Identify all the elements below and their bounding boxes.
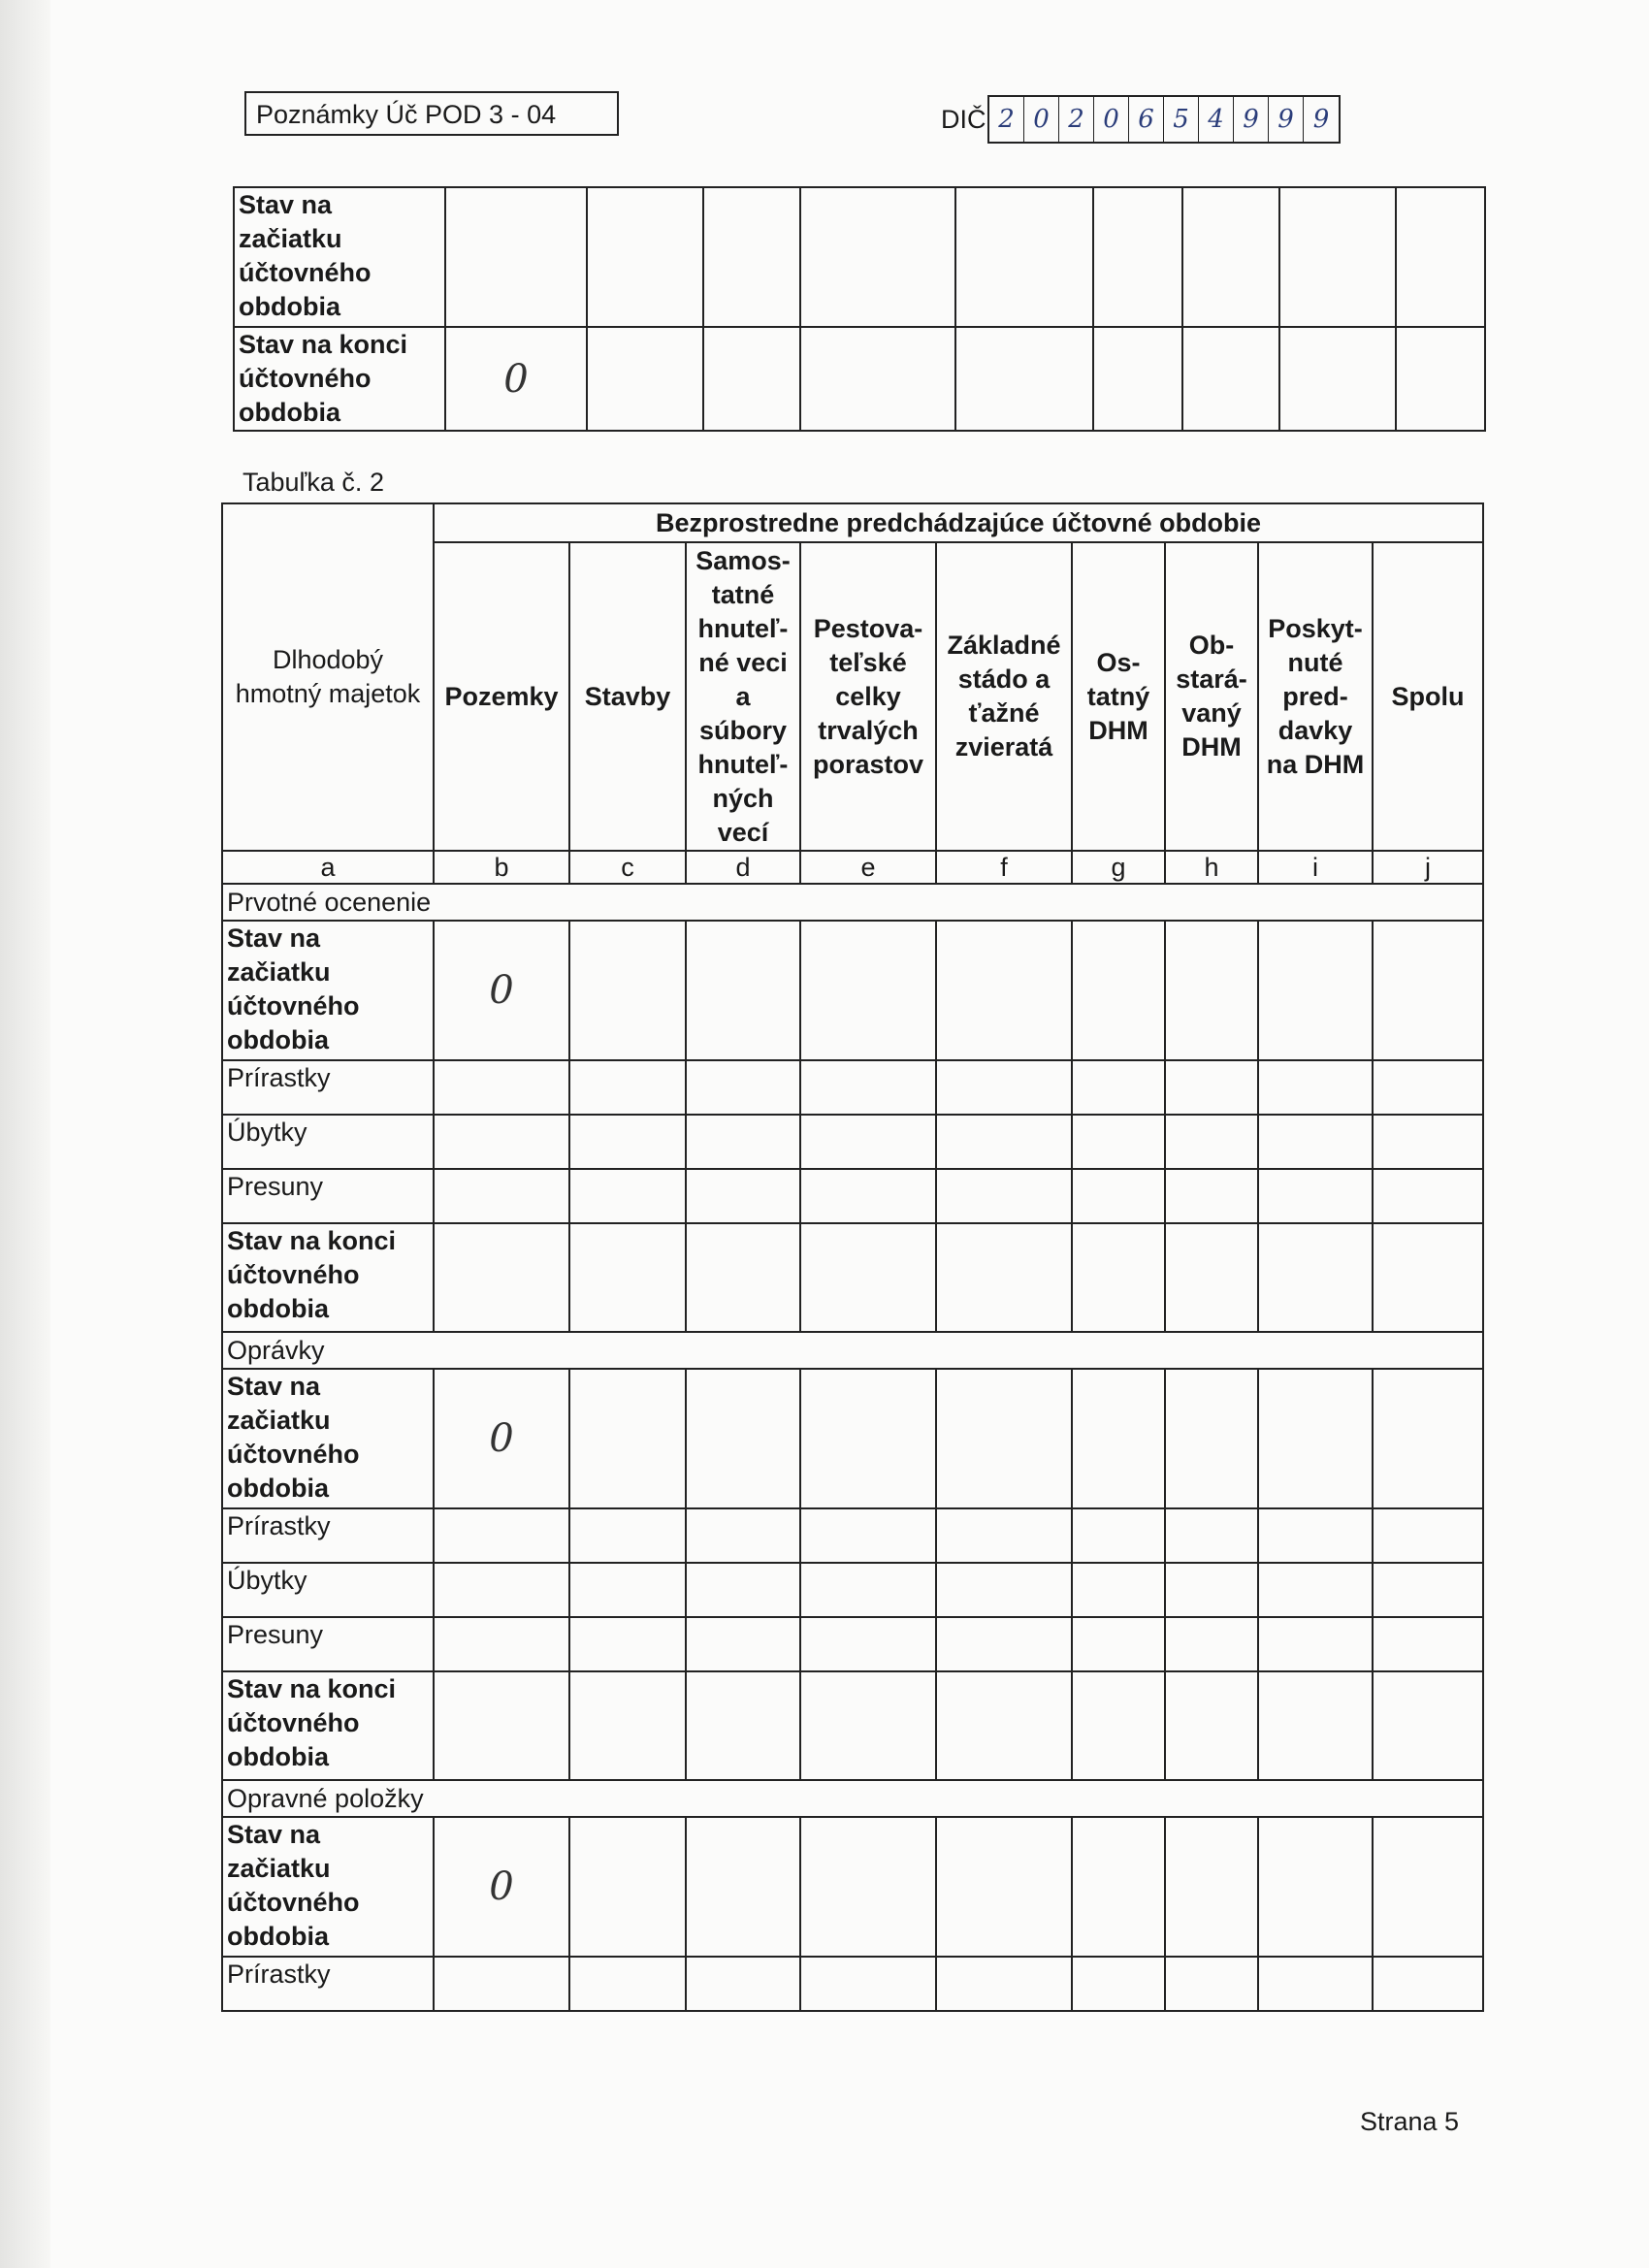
dic-boxes	[987, 95, 1341, 144]
cell[interactable]	[936, 1223, 1072, 1332]
dic-digit[interactable]: 6	[1129, 97, 1164, 142]
cell[interactable]	[1165, 1508, 1258, 1563]
cell-pozemky[interactable]: 0	[434, 1817, 569, 1957]
column-header: Os-tatný DHM	[1072, 542, 1165, 851]
cell[interactable]	[936, 1671, 1072, 1780]
dic-digit[interactable]: 5	[1164, 97, 1199, 142]
cell[interactable]	[1373, 1060, 1483, 1115]
cell[interactable]	[1258, 1169, 1373, 1223]
cell[interactable]	[1373, 1957, 1483, 2011]
column-header: Základné stádo a ťažné zvieratá	[936, 542, 1072, 851]
table-row	[222, 1617, 1483, 1671]
table-row	[222, 1563, 1483, 1617]
dic-digit[interactable]: 2	[1059, 97, 1094, 142]
table-row	[234, 327, 1485, 431]
column-header: Ob-stará-vaný DHM	[1165, 542, 1258, 851]
cell[interactable]	[1373, 1508, 1483, 1563]
row-label: Prírastky	[222, 1957, 434, 2011]
cell-pozemky[interactable]: 0	[434, 1369, 569, 1508]
dic-digit[interactable]: 0	[1094, 97, 1129, 142]
row-label: Presuny	[222, 1617, 434, 1671]
cell[interactable]	[686, 1369, 800, 1508]
cell[interactable]	[800, 921, 936, 1060]
cell[interactable]	[1258, 1957, 1373, 2011]
table-row	[222, 1957, 1483, 2011]
cell[interactable]	[1072, 1169, 1165, 1223]
cell[interactable]	[1373, 1369, 1483, 1508]
cell[interactable]	[936, 1508, 1072, 1563]
table-caption: Tabuľka č. 2	[242, 468, 384, 497]
row-label: Presuny	[222, 1169, 434, 1223]
cell[interactable]	[936, 1957, 1072, 2011]
cell[interactable]	[569, 1060, 686, 1115]
cell-pozemky[interactable]	[434, 1957, 569, 2011]
cell[interactable]	[569, 1508, 686, 1563]
cell-pozemky[interactable]	[434, 1115, 569, 1169]
cell[interactable]	[1373, 1817, 1483, 1957]
cell[interactable]	[569, 1369, 686, 1508]
page-number: Strana 5	[1360, 2107, 1460, 2136]
cell[interactable]	[686, 1671, 800, 1780]
form-label: Poznámky Úč POD 3 - 04	[244, 91, 619, 136]
cell[interactable]	[1072, 1223, 1165, 1332]
cell[interactable]	[800, 187, 955, 327]
top-table	[233, 186, 1486, 432]
cell[interactable]	[1072, 921, 1165, 1060]
cell[interactable]	[1165, 1957, 1258, 2011]
cell[interactable]	[955, 327, 1093, 431]
cell[interactable]	[1072, 1060, 1165, 1115]
cell[interactable]	[587, 187, 703, 327]
column-letter: i	[1258, 851, 1373, 884]
cell[interactable]	[1072, 1508, 1165, 1563]
cell[interactable]	[1165, 1369, 1258, 1508]
cell[interactable]	[1165, 921, 1258, 1060]
row-label: Stav na začiatku účtovného obdobia	[222, 1817, 434, 1957]
cell[interactable]	[1373, 1617, 1483, 1671]
cell-pozemky[interactable]	[434, 1223, 569, 1332]
dic-digit[interactable]: 9	[1312, 105, 1330, 134]
period-header: Bezprostredne predchádzajúce účtovné obdobie	[434, 503, 1483, 542]
letter-row	[222, 851, 1483, 884]
cell[interactable]	[936, 1169, 1072, 1223]
cell[interactable]	[1165, 1617, 1258, 1671]
cell[interactable]	[936, 1369, 1072, 1508]
cell[interactable]	[569, 1671, 686, 1780]
cell[interactable]	[1093, 187, 1182, 327]
column-letter: a	[222, 851, 434, 884]
cell[interactable]	[1373, 1223, 1483, 1332]
cell-pozemky[interactable]: 0	[434, 921, 569, 1060]
cell[interactable]	[1165, 1817, 1258, 1957]
cell[interactable]	[686, 1957, 800, 2011]
table-row	[222, 1817, 1483, 1957]
column-header: Spolu	[1373, 542, 1483, 851]
cell[interactable]	[569, 921, 686, 1060]
header-row	[222, 503, 1483, 542]
cell-pozemky[interactable]	[434, 1671, 569, 1780]
column-header: Stavby	[569, 542, 686, 851]
cell[interactable]	[936, 1817, 1072, 1957]
column-letter: g	[1072, 851, 1165, 884]
cell[interactable]	[800, 1563, 936, 1617]
row-label: Úbytky	[222, 1115, 434, 1169]
cell[interactable]	[800, 1508, 936, 1563]
cell[interactable]	[686, 1817, 800, 1957]
cell[interactable]	[1373, 1115, 1483, 1169]
cell-pozemky[interactable]	[434, 1563, 569, 1617]
cell[interactable]	[686, 1169, 800, 1223]
cell[interactable]	[703, 187, 800, 327]
cell[interactable]	[1258, 1617, 1373, 1671]
cell[interactable]	[1373, 1563, 1483, 1617]
cell[interactable]	[569, 1563, 686, 1617]
cell[interactable]	[800, 1817, 936, 1957]
row-header: Dlhodobý hmotný majetok	[222, 503, 434, 851]
cell-pozemky[interactable]	[434, 1169, 569, 1223]
section-title: Opravné položky	[222, 1780, 1483, 1817]
row-label: Stav na začiatku účtovného obdobia	[234, 187, 445, 327]
cell[interactable]	[1258, 921, 1373, 1060]
cell[interactable]	[686, 1115, 800, 1169]
cell[interactable]	[703, 327, 800, 431]
cell[interactable]	[587, 327, 703, 431]
cell-pozemky[interactable]	[434, 1617, 569, 1671]
section-row	[222, 884, 1483, 921]
cell[interactable]	[1396, 187, 1485, 327]
cell[interactable]	[1373, 1671, 1483, 1780]
cell[interactable]	[1396, 327, 1485, 431]
column-header: Pestova-teľské celky trvalých porastov	[800, 542, 936, 851]
cell-pozemky[interactable]	[445, 187, 587, 327]
cell[interactable]	[1072, 1115, 1165, 1169]
cell[interactable]	[1165, 1671, 1258, 1780]
cell[interactable]	[569, 1817, 686, 1957]
column-letter: b	[434, 851, 569, 884]
column-letter: c	[569, 851, 686, 884]
row-label: Úbytky	[222, 1563, 434, 1617]
cell[interactable]	[1258, 1508, 1373, 1563]
column-header: Pozemky	[434, 542, 569, 851]
column-letter: j	[1373, 851, 1483, 884]
cell[interactable]	[1093, 327, 1182, 431]
cell[interactable]	[686, 921, 800, 1060]
row-label: Stav na konci účtovného obdobia	[222, 1223, 434, 1332]
cell[interactable]	[1258, 1115, 1373, 1169]
cell[interactable]	[569, 1223, 686, 1332]
table-row	[222, 1671, 1483, 1780]
column-letter: h	[1165, 851, 1258, 884]
scan-edge	[0, 0, 50, 2268]
row-label: Prírastky	[222, 1060, 434, 1115]
cell[interactable]	[800, 1369, 936, 1508]
dic-label: DIČ	[941, 105, 986, 134]
table-row	[222, 921, 1483, 1060]
cell[interactable]	[569, 1617, 686, 1671]
cell[interactable]	[1258, 1563, 1373, 1617]
column-letter: d	[686, 851, 800, 884]
dic-digit[interactable]: 4	[1199, 97, 1234, 142]
cell[interactable]	[1072, 1957, 1165, 2011]
row-label: Stav na začiatku účtovného obdobia	[222, 1369, 434, 1508]
cell[interactable]	[800, 1223, 936, 1332]
table-row	[234, 187, 1485, 327]
cell[interactable]	[1182, 327, 1279, 431]
cell[interactable]	[936, 1060, 1072, 1115]
column-letter: f	[936, 851, 1072, 884]
cell[interactable]	[1258, 1671, 1373, 1780]
cell[interactable]	[800, 1671, 936, 1780]
cell[interactable]	[1165, 1115, 1258, 1169]
cell-pozemky[interactable]	[434, 1508, 569, 1563]
cell-pozemky[interactable]	[434, 1060, 569, 1115]
cell[interactable]	[1279, 327, 1396, 431]
column-letter: e	[800, 851, 936, 884]
section-title: Oprávky	[222, 1332, 1483, 1369]
cell[interactable]	[1072, 1369, 1165, 1508]
cell[interactable]	[1258, 1369, 1373, 1508]
cell[interactable]	[800, 1617, 936, 1671]
cell[interactable]	[1165, 1563, 1258, 1617]
row-label: Stav na začiatku účtovného obdobia	[222, 921, 434, 1060]
table-row	[222, 1369, 1483, 1508]
cell[interactable]	[1373, 921, 1483, 1060]
row-label: Stav na konci účtovného obdobia	[234, 327, 445, 431]
dic-digit[interactable]: 9	[1269, 97, 1304, 142]
cell-pozemky[interactable]: 0	[445, 327, 587, 431]
cell[interactable]	[936, 1115, 1072, 1169]
cell[interactable]	[1258, 1223, 1373, 1332]
cell[interactable]	[686, 1060, 800, 1115]
cell[interactable]	[1258, 1060, 1373, 1115]
dic-digit[interactable]: 2	[989, 97, 1024, 142]
cell[interactable]	[1373, 1169, 1483, 1223]
cell[interactable]	[569, 1115, 686, 1169]
cell[interactable]	[800, 1957, 936, 2011]
table-row	[222, 1223, 1483, 1332]
section-row	[222, 1780, 1483, 1817]
cell[interactable]	[800, 327, 955, 431]
cell[interactable]	[1165, 1223, 1258, 1332]
cell[interactable]	[955, 187, 1093, 327]
cell[interactable]	[800, 1060, 936, 1115]
section-row	[222, 1332, 1483, 1369]
cell[interactable]	[1072, 1671, 1165, 1780]
cell[interactable]	[1072, 1817, 1165, 1957]
table-2	[221, 502, 1484, 2012]
table-row	[222, 1508, 1483, 1563]
cell[interactable]	[686, 1223, 800, 1332]
row-label: Stav na konci účtovného obdobia	[222, 1671, 434, 1780]
cell[interactable]	[686, 1563, 800, 1617]
cell[interactable]	[1165, 1060, 1258, 1115]
cell[interactable]	[800, 1115, 936, 1169]
dic-digit[interactable]: 0	[1024, 97, 1059, 142]
cell[interactable]	[1072, 1617, 1165, 1671]
cell[interactable]	[800, 1169, 936, 1223]
table-row	[222, 1169, 1483, 1223]
cell[interactable]	[1072, 1563, 1165, 1617]
cell[interactable]	[936, 1563, 1072, 1617]
cell[interactable]	[1258, 1817, 1373, 1957]
cell[interactable]	[686, 1617, 800, 1671]
cell[interactable]	[569, 1957, 686, 2011]
table-row	[222, 1115, 1483, 1169]
cell[interactable]	[936, 1617, 1072, 1671]
cell[interactable]	[1182, 187, 1279, 327]
cell[interactable]	[1165, 1169, 1258, 1223]
column-header: Samos-tatné hnuteľ-né veci a súbory hnuteľ-ných vecí	[686, 542, 800, 851]
cell[interactable]	[1279, 187, 1396, 327]
section-title: Prvotné ocenenie	[222, 884, 1483, 921]
cell[interactable]	[569, 1169, 686, 1223]
column-header: Poskyt-nuté pred-davky na DHM	[1258, 542, 1373, 851]
cell[interactable]	[686, 1508, 800, 1563]
dic-digit[interactable]: 9	[1234, 97, 1269, 142]
row-label: Prírastky	[222, 1508, 434, 1563]
cell[interactable]	[936, 921, 1072, 1060]
table-row	[222, 1060, 1483, 1115]
